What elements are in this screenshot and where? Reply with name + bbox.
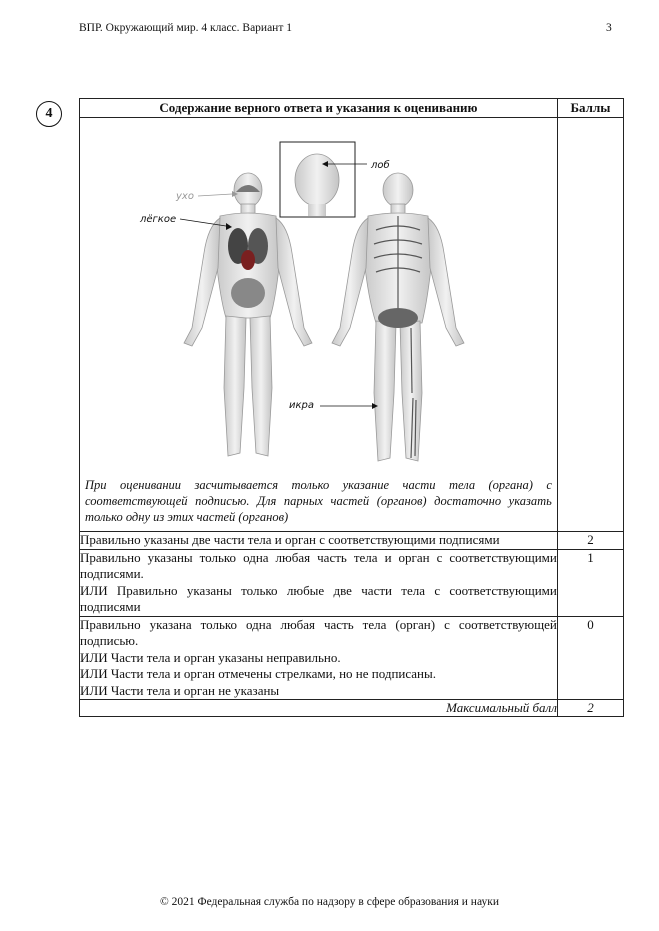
copyright-footer: © 2021 Федеральная служба по надзору в сфере образования и науки — [160, 896, 499, 908]
scoring-note: При оценивании засчитывается только указание части тела (органа) с соответствующей подписью. Для парных частей (органов) достаточно указать только одну из этих частей (органов) — [85, 478, 552, 524]
criterion-row-0 — [80, 616, 624, 700]
body-figure — [80, 118, 557, 531]
max-score-row — [80, 700, 624, 717]
criterion-points: 1 — [557, 549, 623, 616]
ear-arrow — [198, 194, 232, 196]
criterion-text: Правильно указаны только одна любая часть тела и орган с соответствующими подписями. ИЛИ Правильно указаны только любые две части тела с соответствующими подписями — [80, 549, 557, 614]
criterion-text: Правильно указаны две части тела и орган с соответствующими подписями — [80, 532, 558, 550]
forehead-label: лоб — [371, 160, 390, 171]
criterion-text: Правильно указана только одна любая часть тела (орган) с соответствующей подписью. ИЛИ Части тела и орган указаны неправильно. ИЛИ Части тела и орган отмечены стрелками, но не подписаны. ИЛИ Части тела и орган не указаны — [80, 616, 557, 698]
scoring-table — [79, 98, 624, 717]
page-number: 3 — [606, 22, 612, 34]
document-header: ВПР. Окружающий мир. 4 класс. Вариант 1 — [79, 22, 292, 34]
human-body-illustration — [80, 118, 557, 531]
ear-label: ухо — [176, 191, 194, 202]
calf-label: икра — [289, 400, 315, 411]
max-score-value: 2 — [557, 700, 623, 717]
criterion-row-2 — [80, 532, 624, 550]
answer-figure-row — [80, 118, 624, 532]
max-score-label: Максимальный балл — [80, 700, 558, 717]
criterion-points: 2 — [557, 532, 623, 550]
criterion-points: 0 — [557, 616, 623, 700]
head-inset — [280, 142, 355, 217]
content-column-header: Содержание верного ответа и указания к оцениванию — [80, 99, 558, 118]
table-header-row — [80, 99, 624, 118]
task-number-badge: 4 — [36, 101, 62, 127]
lung-label: лёгкое — [140, 214, 177, 225]
criterion-row-1 — [80, 549, 624, 616]
points-column-header: Баллы — [557, 99, 623, 118]
